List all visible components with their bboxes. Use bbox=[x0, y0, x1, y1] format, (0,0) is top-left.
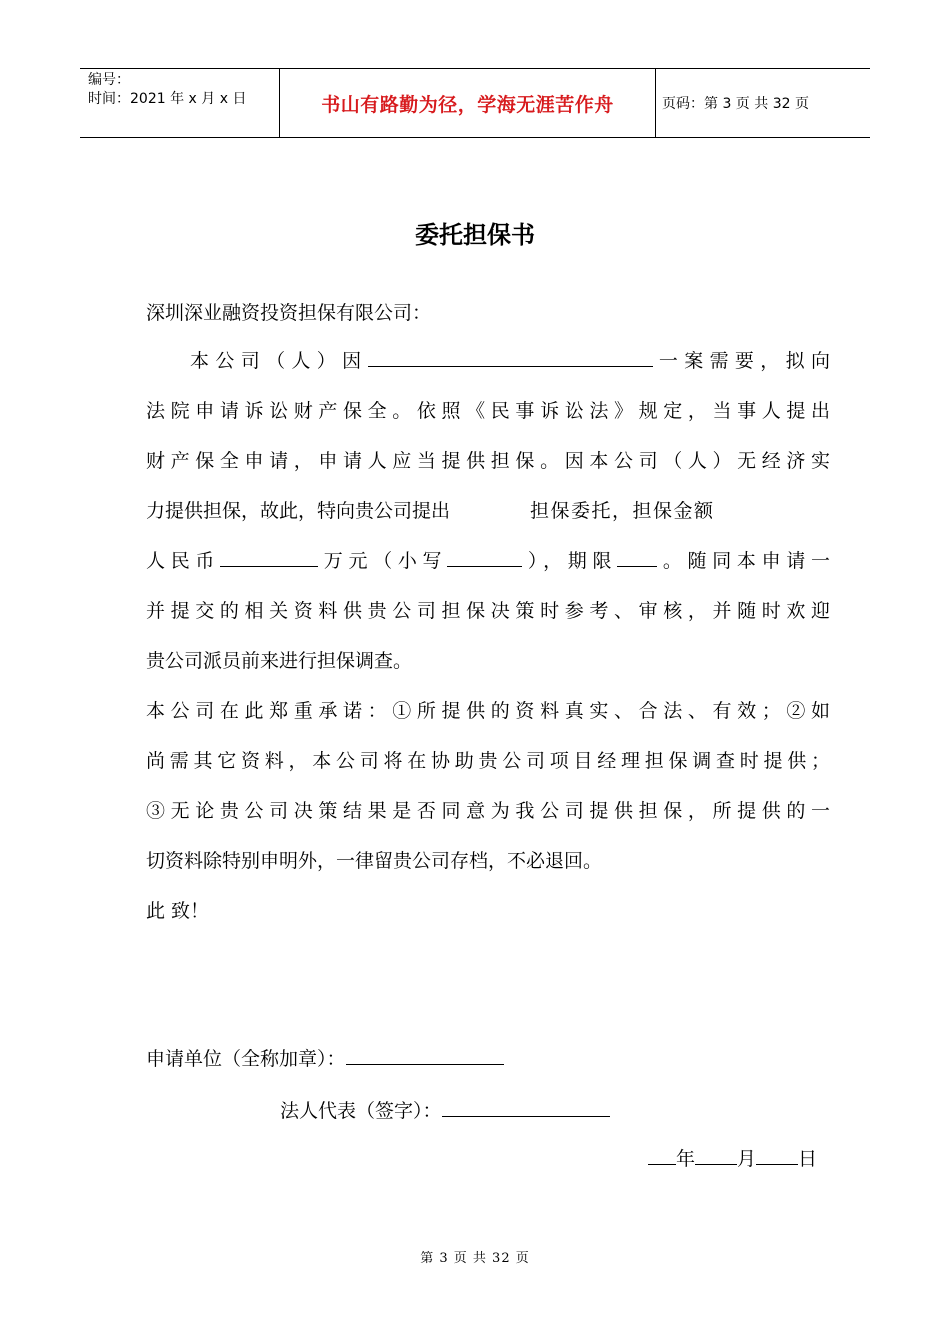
body-line-8: 本公司在此郑重承诺：①所提供的资料真实、合法、有效；②如 bbox=[146, 700, 830, 722]
body-line-4 bbox=[146, 496, 830, 523]
header-table bbox=[80, 68, 870, 138]
month-label: 月 bbox=[737, 1148, 757, 1170]
body-text: 一案需要，拟向 bbox=[652, 350, 830, 372]
day-blank bbox=[756, 1144, 798, 1165]
body-text: 人民币 bbox=[146, 550, 221, 572]
day-label: 日 bbox=[798, 1148, 818, 1170]
body-line-6: 并提交的相关资料供贵公司担保决策时参考、审核，并随时欢迎 bbox=[146, 600, 830, 622]
date-line bbox=[648, 1144, 817, 1171]
applicant-blank bbox=[346, 1044, 504, 1065]
body-text: 万元（小写 bbox=[318, 550, 448, 572]
closing-line: 此 致！ bbox=[146, 900, 210, 922]
applicant-line bbox=[146, 1044, 504, 1071]
period-blank bbox=[617, 546, 657, 567]
amount-small-blank bbox=[447, 546, 522, 567]
recipient-line: 深圳深业融资投资担保有限公司： bbox=[146, 302, 432, 324]
legal-rep-line bbox=[280, 1096, 610, 1123]
body-line-5 bbox=[146, 546, 830, 573]
legal-rep-label: 法人代表（签字）： bbox=[280, 1100, 442, 1122]
body-text: ），期限 bbox=[522, 550, 618, 572]
page-footer: 第 3 页 共 32 页 bbox=[420, 1251, 530, 1266]
body-line-10: ③无论贵公司决策结果是否同意为我公司提供担保，所提供的一 bbox=[146, 800, 830, 822]
case-blank bbox=[368, 346, 653, 367]
time-label: 时间：2021 年 x 月 x 日 bbox=[88, 91, 247, 107]
body-text: 本公司（人）因 bbox=[190, 350, 368, 372]
body-line-7: 贵公司派员前来进行担保调查。 bbox=[146, 650, 413, 672]
body-line-2: 法院申请诉讼财产保全。依照《民事诉讼法》规定，当事人提出 bbox=[146, 400, 830, 422]
document-title: 委托担保书 bbox=[415, 221, 535, 249]
body-line-1 bbox=[190, 346, 830, 373]
amount-blank bbox=[220, 546, 318, 567]
header-motto: 书山有路勤为径，学海无涯苦作舟 bbox=[280, 69, 656, 137]
legal-rep-blank bbox=[442, 1096, 610, 1117]
body-line-3: 财产保全申请，申请人应当提供担保。因本公司（人）无经济实 bbox=[146, 450, 830, 472]
body-text: 力提供担保，故此，特向贵公司提出 bbox=[146, 500, 451, 522]
header-page-info: 页码：第 3 页 共 32 页 bbox=[662, 96, 809, 112]
header-meta bbox=[80, 69, 280, 137]
body-line-9: 尚需其它资料，本公司将在协助贵公司项目经理担保调查时提供； bbox=[146, 750, 830, 772]
year-blank bbox=[648, 1144, 676, 1165]
body-text: 担保委托，担保金额 bbox=[530, 500, 715, 522]
year-label: 年 bbox=[676, 1148, 696, 1170]
code-label: 编号： bbox=[88, 72, 130, 88]
applicant-label: 申请单位（全称加章）： bbox=[146, 1048, 346, 1070]
body-text: 。随同本申请一 bbox=[657, 550, 830, 572]
body-line-11: 切资料除特别申明外，一律留贵公司存档，不必退回。 bbox=[146, 850, 603, 872]
month-blank bbox=[695, 1144, 737, 1165]
